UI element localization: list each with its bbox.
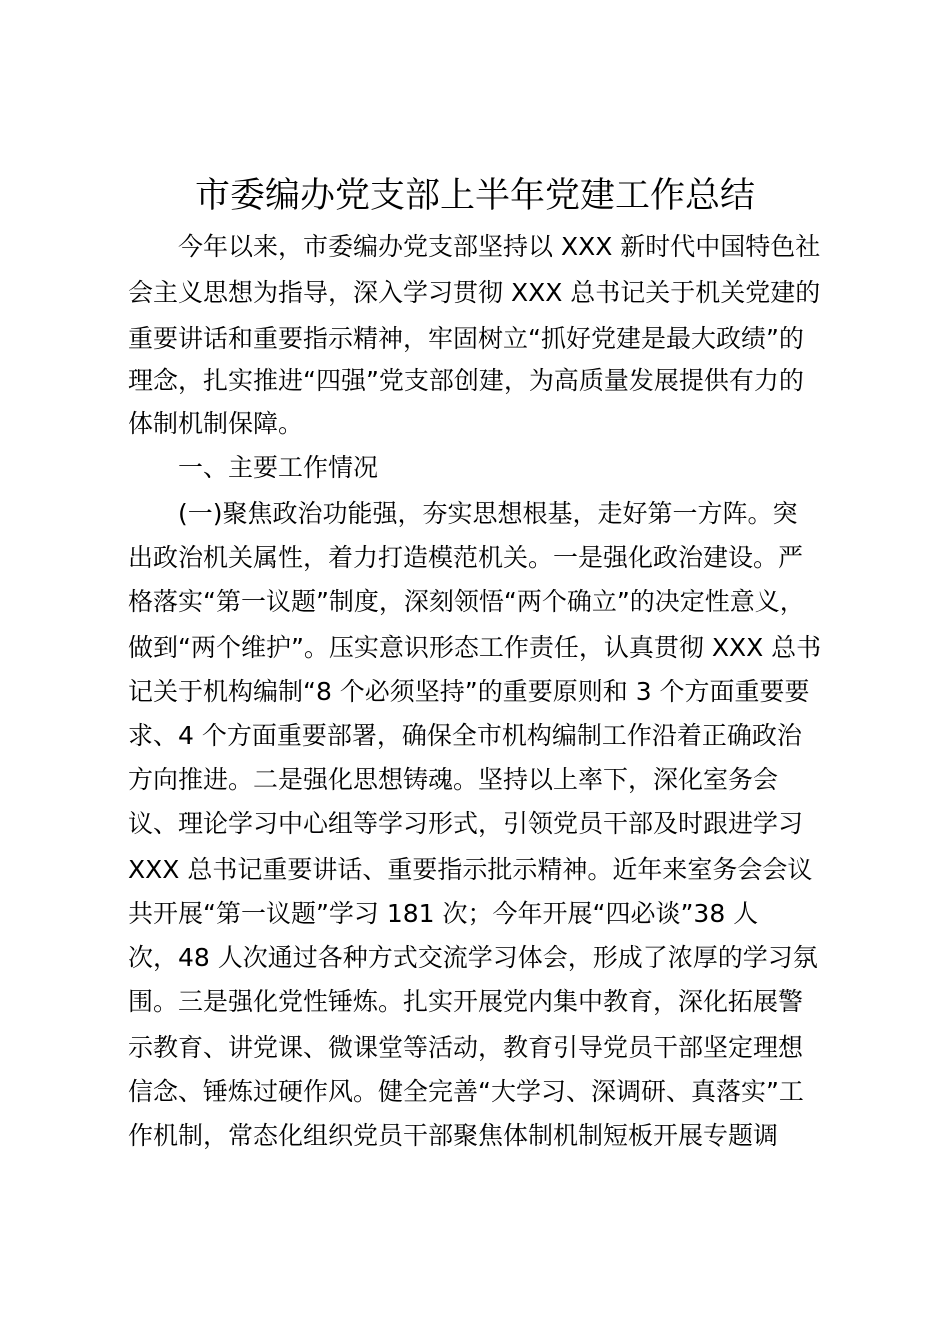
intro-line: 会主义思想为指导，深入学习贯彻 XXX 总书记关于机关党建的: [128, 278, 821, 307]
body-line: 做到“两个维护”。压实意识形态工作责任，认真贯彻 XXX 总书: [128, 633, 822, 662]
body-line: 围。三是强化党性锤炼。扎实开展党内集中教育，深化拓展警: [128, 987, 804, 1016]
body-line: 议、理论学习中心组等学习形式，引领党员干部及时跟进学习: [128, 809, 804, 838]
section-heading: 一、主要工作情况: [178, 453, 379, 482]
body-line: 方向推进。二是强化思想铸魂。坚持以上率下，深化室务会: [128, 765, 779, 794]
body-line: (一)聚焦政治功能强，夯实思想根基，走好第一方阵。突: [178, 499, 798, 528]
body-line: 共开展“第一议题”学习 181 次；今年开展“四必谈”38 人: [128, 899, 759, 928]
intro-line: 体制机制保障。: [128, 409, 304, 438]
body-line: 格落实“第一议题”制度，深刻领悟“两个确立”的决定性意义，: [128, 587, 805, 616]
body-line: 记关于机构编制“8 个必须坚持”的重要原则和 3 个方面重要要: [128, 677, 810, 706]
body-line: 示教育、讲党课、微课堂等活动，教育引导党员干部坚定理想: [128, 1033, 804, 1062]
body-line: 出政治机关属性，着力打造模范机关。一是强化政治建设。严: [128, 543, 804, 572]
body-line: 作机制，常态化组织党员干部聚焦体制机制短板开展专题调: [128, 1121, 779, 1150]
document-title: 市委编办党支部上半年党建工作总结: [194, 176, 755, 216]
body-line: 次，48 人次通过各种方式交流学习体会，形成了浓厚的学习氛: [128, 943, 818, 972]
intro-line: 重要讲话和重要指示精神，牢固树立“抓好党建是最大政绩”的: [128, 324, 804, 353]
body-line: 求、4 个方面重要部署，确保全市机构编制工作沿着正确政治: [128, 721, 802, 750]
body-line: 信念、锤炼过硬作风。健全完善“大学习、深调研、真落实”工: [128, 1077, 804, 1106]
body-line: XXX 总书记重要讲话、重要指示批示精神。近年来室务会会议: [128, 855, 813, 884]
intro-line: 理念，扎实推进“四强”党支部创建，为高质量发展提供有力的: [128, 366, 804, 395]
intro-line: 今年以来，市委编办党支部坚持以 XXX 新时代中国特色社: [178, 232, 821, 261]
